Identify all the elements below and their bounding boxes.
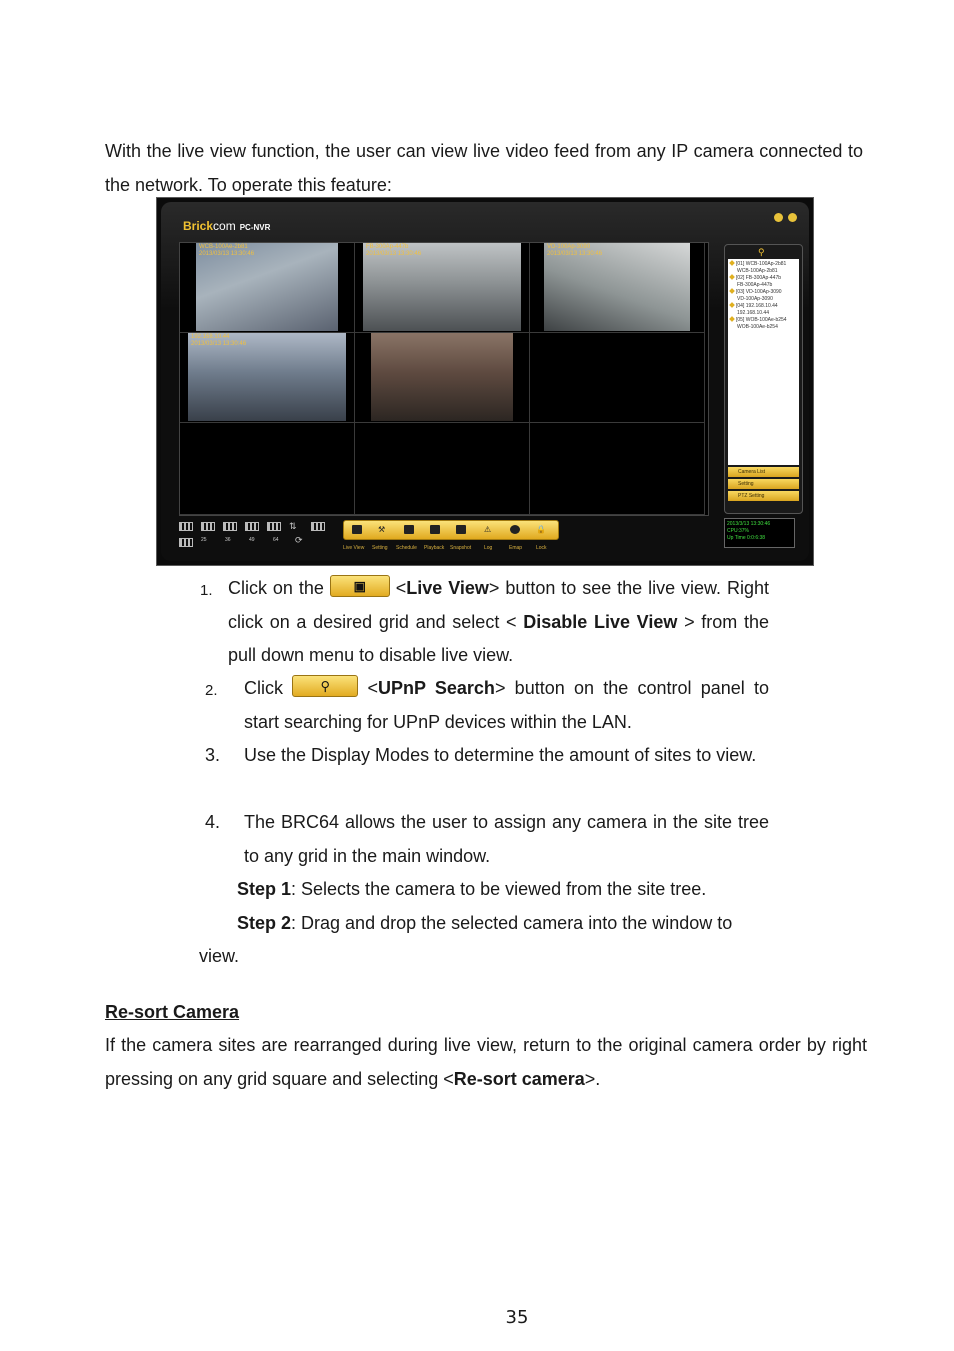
- upnp-search-link: UPnP Search: [377, 678, 495, 698]
- toolbar-label: Log: [484, 545, 493, 551]
- playback-icon[interactable]: [430, 525, 440, 534]
- display-mode-pip-icon[interactable]: [311, 522, 325, 531]
- setting-icon[interactable]: ⚒: [378, 525, 386, 534]
- lock-icon[interactable]: 🔒: [536, 525, 546, 534]
- site-tree[interactable]: [728, 259, 799, 465]
- live-view-icon[interactable]: [352, 525, 362, 534]
- tree-item[interactable]: WOB-100Ae-b254: [737, 324, 778, 330]
- toolbar-label: Live View: [343, 545, 365, 551]
- substep-1: Step 1: Selects the camera to be viewed from the site tree.: [237, 879, 707, 899]
- tree-item[interactable]: FB-300Ap-447b: [737, 282, 773, 288]
- display-mode-49-label[interactable]: 49: [249, 537, 255, 543]
- setting-tab[interactable]: Setting: [728, 479, 799, 489]
- step-2-text: Click ⚲ <UPnP Search> button on the control panel to start searching for UPnP devices within the LAN.: [244, 672, 769, 739]
- grid-cell[interactable]: [355, 333, 530, 423]
- pc-nvr-screenshot: [156, 197, 814, 566]
- resort-heading: Re-sort Camera: [105, 1002, 240, 1022]
- feed-label: WCB-100Ae-2b81 2013/03/13 13:30:46: [199, 244, 255, 257]
- ptz-setting-tab[interactable]: PTZ Setting: [728, 491, 799, 501]
- tree-item[interactable]: [01] WCB-100Ap-2b81: [730, 261, 786, 267]
- close-button[interactable]: [788, 213, 797, 222]
- grid-cell[interactable]: [180, 423, 355, 515]
- grid-cell[interactable]: [180, 333, 355, 423]
- display-mode-6-icon[interactable]: [245, 522, 259, 531]
- feed-label: VD-100Ap-3090 2013/03/13 13:30:46: [547, 244, 603, 257]
- tree-item[interactable]: VD-100Ap-3090: [737, 296, 773, 302]
- status-panel: 2013/3/13 13:30:46 CPU:37% Up Time 0:0:6:38: [724, 518, 795, 548]
- camera-list-tab[interactable]: Camera List: [728, 467, 799, 477]
- grid-cell[interactable]: [530, 333, 705, 423]
- grid-cell[interactable]: [355, 243, 530, 333]
- substep-2: Step 2: Drag and drop the selected camera into the window to: [237, 913, 733, 933]
- site-tree-panel: [724, 244, 803, 514]
- live-view-button-icon: ▣: [330, 575, 390, 597]
- display-mode-16-icon[interactable]: [223, 522, 237, 531]
- display-mode-36-label[interactable]: 36: [225, 537, 231, 543]
- display-mode-64-label[interactable]: 64: [273, 537, 279, 543]
- toolbar-label: Lock: [536, 545, 547, 551]
- grid-cell[interactable]: [355, 423, 530, 515]
- control-toolbar: [343, 520, 559, 540]
- step-3-text: Use the Display Modes to determine the amount of sites to view.: [244, 745, 757, 765]
- log-icon[interactable]: ⚠: [484, 525, 492, 534]
- display-mode-list-icon[interactable]: [179, 538, 193, 547]
- toolbar-label: Snapshot: [450, 545, 472, 551]
- substep-2-continued: view.: [199, 946, 240, 966]
- video-grid[interactable]: [179, 242, 709, 516]
- live-view-link: Live View: [406, 578, 489, 598]
- toolbar-label: Setting: [372, 545, 388, 551]
- grid-cell[interactable]: [530, 423, 705, 515]
- toolbar-label: Schedule: [396, 545, 417, 551]
- grid-cell[interactable]: [180, 243, 355, 333]
- page-number: 35: [505, 1307, 529, 1328]
- feed-label: 192.168.10.44 2013/03/13 13:30:46: [191, 334, 247, 347]
- tree-item[interactable]: [05] WOB-100Ae-b254: [730, 317, 787, 323]
- schedule-icon[interactable]: [404, 525, 414, 534]
- refresh-icon[interactable]: ⟳: [295, 535, 303, 545]
- tree-item[interactable]: 192.168.10.44: [737, 310, 769, 316]
- search-icon[interactable]: ⚲: [758, 247, 765, 257]
- intro-paragraph: With the live view function, the user can view live video feed from any IP camera connected to the network. To operate this feature:: [105, 141, 863, 195]
- tree-item[interactable]: WCB-100Ap-2b81: [737, 268, 778, 274]
- feed-label: FB-300Ap-447b 2013/03/13 13:30:46: [366, 244, 422, 257]
- brand-logo: Brickcom PC-NVR: [183, 219, 271, 233]
- emap-icon[interactable]: [510, 525, 520, 534]
- display-mode-8-icon[interactable]: [267, 522, 281, 531]
- step-2-number: 2.: [205, 682, 218, 699]
- resort-camera-link: Re-sort camera: [453, 1068, 585, 1089]
- rotate-icon[interactable]: ⇅: [289, 521, 297, 531]
- grid-cell[interactable]: [530, 243, 705, 333]
- step-3-number: 3.: [205, 745, 221, 765]
- step-1-number: 1.: [200, 582, 213, 599]
- tree-item[interactable]: [04] 192.168.10.44: [730, 303, 778, 309]
- tree-item[interactable]: [02] FB-300Ap-447b: [730, 275, 781, 281]
- toolbar-label: Playback: [424, 545, 445, 551]
- resort-paragraph: If the camera sites are rearranged during live view, return to the original camera order by right pressing on any grid square and selecting <Re-sort camera>.: [105, 1035, 867, 1089]
- display-mode-25-label[interactable]: 25: [201, 537, 207, 543]
- tree-item[interactable]: [03] VD-100Ap-3090: [730, 289, 782, 295]
- display-mode-9-icon[interactable]: [201, 522, 215, 531]
- display-mode-4-icon[interactable]: [179, 522, 193, 531]
- step-1-text: Click on the ▣ <Live View> button to see the live view. Right click on a desired grid and select < Disable Live View > from the pull down menu to disable live view.: [228, 572, 769, 673]
- step-4-text: The BRC64 allows the user to assign any camera in the site tree to any grid in the main window.: [244, 812, 769, 866]
- minimize-button[interactable]: [774, 213, 783, 222]
- snapshot-icon[interactable]: [456, 525, 466, 534]
- upnp-search-button-icon: ⚲: [292, 675, 358, 697]
- step-4-number: 4.: [205, 812, 221, 832]
- toolbar-label: Emap: [509, 545, 523, 551]
- disable-live-view-link: Disable Live View: [523, 611, 678, 632]
